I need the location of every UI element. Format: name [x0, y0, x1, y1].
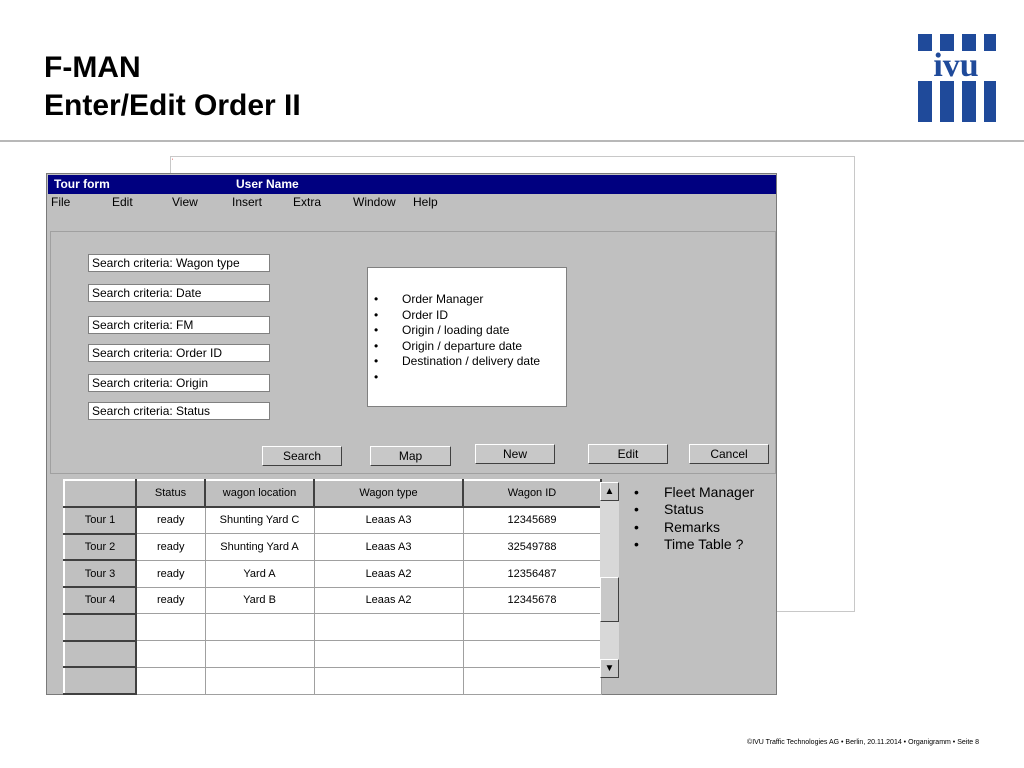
- row-header-tour[interactable]: Tour 2: [64, 534, 136, 561]
- cell-wagon-id: [463, 667, 601, 694]
- cell-status: ready: [136, 534, 205, 561]
- cancel-button[interactable]: Cancel: [689, 444, 769, 464]
- table-row[interactable]: [64, 534, 601, 561]
- cell-status: [136, 614, 205, 641]
- menu-file[interactable]: File: [51, 195, 71, 209]
- cell-wagon-id: 12345689: [463, 507, 601, 534]
- cell-wagon-type: [314, 667, 463, 694]
- list-item: • Remarks: [634, 519, 754, 536]
- cell-status: ready: [136, 587, 205, 614]
- search-button[interactable]: Search: [262, 446, 342, 466]
- cell-wagon-id: [463, 614, 601, 641]
- grid-corner-cell: [64, 480, 136, 507]
- row-header-tour[interactable]: Tour 4: [64, 587, 136, 614]
- cell-wagon-location: [205, 667, 314, 694]
- cell-wagon-type: Leaas A3: [314, 534, 463, 561]
- row-header-tour[interactable]: Tour 3: [64, 560, 136, 587]
- sort-options-listbox[interactable]: [367, 267, 567, 407]
- listbox-item[interactable]: • Order ID: [374, 308, 540, 324]
- cell-status: ready: [136, 507, 205, 534]
- grid-scrollbar-thumb[interactable]: [600, 577, 619, 622]
- search-origin-field[interactable]: Search criteria: Origin: [88, 374, 270, 392]
- row-header-empty[interactable]: [64, 667, 136, 694]
- table-row[interactable]: [64, 614, 601, 641]
- listbox-item[interactable]: • Destination / delivery date: [374, 354, 540, 370]
- tour-grid: [63, 479, 602, 695]
- menu-insert[interactable]: Insert: [232, 195, 263, 209]
- search-status-field[interactable]: Search criteria: Status: [88, 402, 270, 420]
- cell-wagon-location: Shunting Yard C: [205, 507, 314, 534]
- listbox-item[interactable]: • Origin / loading date: [374, 323, 540, 339]
- list-item: • Fleet Manager: [634, 484, 754, 501]
- row-header-empty[interactable]: [64, 641, 136, 668]
- new-button[interactable]: New: [475, 444, 555, 464]
- slide-title-line-2: Enter/Edit Order II: [44, 89, 301, 122]
- ivu-logo: [916, 34, 996, 122]
- header-divider: [0, 140, 1024, 142]
- table-row[interactable]: [64, 641, 601, 668]
- cell-status: [136, 667, 205, 694]
- background-document-marker: ▪: [172, 157, 174, 161]
- cell-wagon-location: Yard B: [205, 587, 314, 614]
- scroll-down-icon[interactable]: ▼: [600, 659, 619, 678]
- list-item: • Status: [634, 501, 754, 518]
- column-header-wagon-type[interactable]: Wagon type: [314, 480, 463, 507]
- window-title: Tour form: [54, 177, 110, 191]
- list-item: • Time Table ?: [634, 536, 754, 553]
- table-row[interactable]: [64, 667, 601, 694]
- cell-wagon-id: 32549788: [463, 534, 601, 561]
- slide-title-line-1: F-MAN: [44, 51, 141, 84]
- map-button[interactable]: Map: [370, 446, 451, 466]
- column-header-wagon-location[interactable]: wagon location: [205, 480, 314, 507]
- listbox-item[interactable]: • Order Manager: [374, 292, 540, 308]
- listbox-item[interactable]: [374, 370, 540, 386]
- menu-help[interactable]: Help: [413, 195, 438, 209]
- scroll-up-icon[interactable]: ▲: [600, 482, 619, 501]
- cell-wagon-id: 12345678: [463, 587, 601, 614]
- edit-button[interactable]: Edit: [588, 444, 668, 464]
- table-row[interactable]: [64, 507, 601, 534]
- row-header-empty[interactable]: [64, 614, 136, 641]
- column-header-status[interactable]: Status: [136, 480, 205, 507]
- cell-wagon-type: Leaas A2: [314, 560, 463, 587]
- menu-window[interactable]: Window: [353, 195, 396, 209]
- menu-extra[interactable]: Extra: [293, 195, 322, 209]
- cell-status: [136, 641, 205, 668]
- search-date-field[interactable]: Search criteria: Date: [88, 284, 270, 302]
- grid-header-row: [64, 480, 601, 507]
- cell-wagon-id: 12356487: [463, 560, 601, 587]
- column-header-wagon-id[interactable]: Wagon ID: [463, 480, 601, 507]
- cell-wagon-type: Leaas A3: [314, 507, 463, 534]
- search-wagon-type-field[interactable]: Search criteria: Wagon type: [88, 254, 270, 272]
- search-order-id-field[interactable]: Search criteria: Order ID: [88, 344, 270, 362]
- table-row[interactable]: [64, 587, 601, 614]
- cell-wagon-location: [205, 641, 314, 668]
- row-header-tour[interactable]: Tour 1: [64, 507, 136, 534]
- cell-wagon-id: [463, 641, 601, 668]
- menu-edit[interactable]: Edit: [112, 195, 133, 209]
- slide-footer: ©IVU Traffic Technologies AG • Berlin, 20.11.2014 • Organigramm • Seite 8: [747, 739, 979, 746]
- side-notes-list: [634, 484, 754, 553]
- window-titlebar: [48, 175, 776, 194]
- user-name-label: User Name: [236, 177, 299, 191]
- cell-status: ready: [136, 560, 205, 587]
- cell-wagon-location: [205, 614, 314, 641]
- listbox-item[interactable]: • Origin / departure date: [374, 339, 540, 355]
- cell-wagon-type: Leaas A2: [314, 587, 463, 614]
- search-fm-field[interactable]: Search criteria: FM: [88, 316, 270, 334]
- table-row[interactable]: [64, 560, 601, 587]
- cell-wagon-location: Yard A: [205, 560, 314, 587]
- cell-wagon-type: [314, 641, 463, 668]
- logo-text: ivu: [933, 47, 979, 84]
- cell-wagon-location: Shunting Yard A: [205, 534, 314, 561]
- cell-wagon-type: [314, 614, 463, 641]
- menu-view[interactable]: View: [172, 195, 198, 209]
